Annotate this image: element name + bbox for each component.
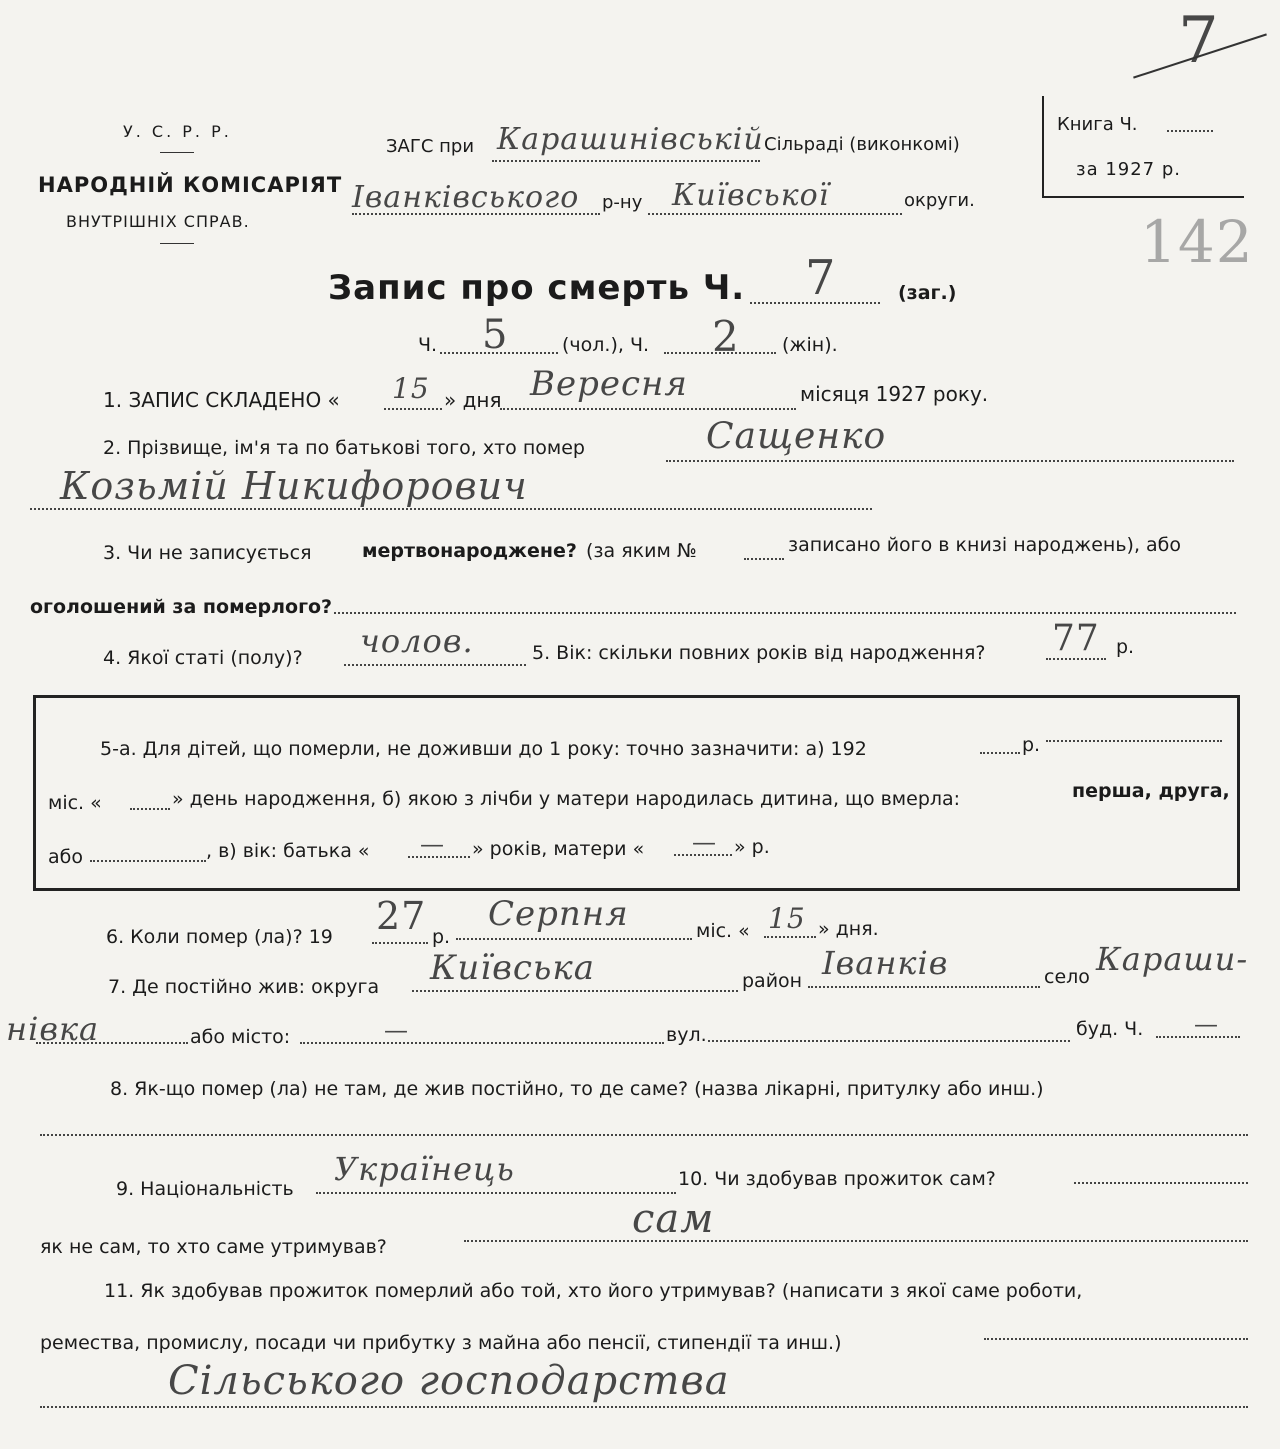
item10-supporter-line [464,1240,1248,1242]
item2-label: 2. Прізвище, ім'я та по батькові того, хто помер [103,437,585,459]
female-count-handwritten: 2 [712,312,740,361]
item5a-order-line [90,860,206,862]
item11-handwritten: Сільського господарства [168,1358,730,1404]
item3-stillborn: мертвонароджене? [362,540,577,562]
item4-sex-handwritten: чолов. [360,622,474,660]
record-title: Запис про смерть Ч. [328,268,746,308]
item1-day-line [384,408,442,410]
item6-year-handwritten: 27 [376,894,427,938]
item5a-line3a: або [48,846,83,868]
okruha-line [648,213,902,215]
item3-number-line [744,558,784,560]
okruha-label: округи. [904,190,975,211]
item7-misto-label: або місто: [190,1026,291,1048]
ch-label: Ч. [418,334,438,356]
zags-prefix: ЗАГС при [386,136,475,157]
item5a-day-line [130,808,170,810]
item5-suffix: р. [1116,636,1135,658]
item6-month-line [456,938,692,940]
raion-handwritten: Іванківського [352,180,580,215]
book-number-line [1167,130,1213,132]
male-count-handwritten: 5 [482,312,509,358]
item7-bud-handwritten: — [1194,1010,1219,1038]
item7-misto-line [300,1042,664,1044]
item8-label: 8. Як-що помер (ла) не там, де жив постійно, то де саме? (назва лікарні, притулку або инш.) [110,1078,1044,1100]
item7-misto-handwritten: — [384,1016,409,1044]
item5a-line1-end: р. [1022,734,1041,756]
item2-names-handwritten: Козьмій Никифорович [60,464,528,508]
item7-vul-label: вул. [666,1024,707,1046]
item1-month-handwritten: Вересня [530,364,688,404]
header-department: ВНУТРІШНІХ СПРАВ. [66,212,250,231]
item6-day-line [764,936,816,938]
item1-day-handwritten: 15 [392,372,430,405]
item11-line-b [40,1406,1248,1408]
item6-prefix: 6. Коли помер (ла)? 19 [106,926,333,948]
header-state: У. С. Р. Р. [123,122,232,141]
item11-line2: ремества, промислу, посади чи прибутку з майна або пенсії, стипендії та инш.) [40,1332,842,1354]
item10-handwritten: сам [632,1196,715,1242]
item3-line1a: 3. Чи не записується [103,542,312,564]
okruha-handwritten: Київської [672,178,830,213]
item4-sex-line [344,664,526,666]
item7-raion-label: район [742,970,803,992]
item5a-line3c: » років, матери « [472,838,645,860]
item5a-line3b: , в) вік: батька « [206,840,370,862]
record-total-label: (заг.) [898,282,957,304]
side-number-handwritten: 142 [1140,208,1254,276]
zags-village-line [492,160,760,162]
item5a-line1: 5-а. Для дітей, що померли, не доживши до 1 року: точно зазначити: а) 192 [100,738,867,760]
item11-line-a [984,1338,1248,1340]
item5a-year-line [980,752,1020,754]
record-number-handwritten: 7 [805,250,837,306]
item6-suffix: » дня. [818,918,879,940]
item2-surname-handwritten: Сащенко [706,416,887,457]
item9-handwritten: Українець [334,1150,515,1188]
item7-cont-handwritten: нівка [6,1010,100,1048]
item2-names-line [30,508,872,510]
item3-line1c: записано його в книзі народжень), або [788,534,1182,556]
raion-label: р-ну [602,192,643,213]
item10-label: 10. Чи здобував прожиток сам? [678,1168,996,1190]
male-label: (чол.), Ч. [562,334,650,356]
item6-day-handwritten: 15 [768,902,806,935]
header-commissariat: НАРОДНІЙ КОМІСАРІЯТ [38,173,343,197]
item8-line [40,1134,1248,1136]
header-divider [160,152,194,153]
item5a-father-dash: — [420,830,445,858]
item1-suffix: місяця 1927 року. [800,382,989,406]
item6-mis: міс. « [696,920,750,942]
item5a-line3d: » р. [734,836,770,858]
book-year: за 1927 р. [1076,159,1182,180]
female-label: (жін). [782,334,838,356]
item9-label: 9. Національність [116,1178,294,1200]
item7-selo-handwritten: Караши- [1096,940,1249,978]
item1-prefix: 1. ЗАПИС СКЛАДЕНО « [103,388,340,412]
item1-month-line [500,408,796,410]
item7-okruha-handwritten: Київська [430,948,596,988]
item7-vul-line [708,1040,1070,1042]
item5a-line2b: » день народження, б) якою з лічби у матери народилась дитина, що вмерла: [172,788,961,810]
item5a-mother-dash: — [692,828,717,856]
item9-line [316,1192,676,1194]
item10-line [1074,1182,1248,1184]
item2-surname-line [666,460,1234,462]
zags-village-handwritten: Карашинівській [497,122,764,157]
item11-line1: 11. Як здобував прожиток померлий або той, хто його утримував? (написати з якої саме роботи, [104,1280,1083,1302]
item7-bud-label: буд. Ч. [1076,1018,1144,1040]
item6-month-handwritten: Серпня [488,894,629,934]
item7-raion-handwritten: Іванків [822,944,949,982]
item10-line2: як не сам, то хто саме утримував? [40,1236,387,1258]
item1-mid: » дня [444,388,502,412]
item6-r: р. [432,926,451,948]
item5a-month-line [1046,740,1222,742]
item5a-first-second: перша, друга, [1072,780,1230,802]
item7-selo-label: село [1044,966,1090,988]
header-divider-2 [160,243,194,244]
item5-age-handwritten: 77 [1052,618,1100,659]
item5a-line2a: міс. « [48,792,102,814]
item7-raion-line [808,986,1040,988]
item5-label: 5. Вік: скільки повних років від народження? [532,642,986,664]
corner-number-handwritten: 7 [1178,4,1220,78]
book-number-box [1042,96,1244,198]
book-label: Книга Ч. [1057,114,1138,135]
item6-year-line [372,942,428,944]
item7-label: 7. Де постійно жив: округа [108,976,380,998]
zags-suffix: Сільраді (виконкомі) [764,134,960,155]
item7-okruha-line [412,990,738,992]
item3-declared-line [334,612,1236,614]
item3-line1b: (за яким № [586,540,697,562]
item3-declared-dead: оголошений за померлого? [30,596,333,618]
item4-label: 4. Якої статі (полу)? [103,647,303,669]
